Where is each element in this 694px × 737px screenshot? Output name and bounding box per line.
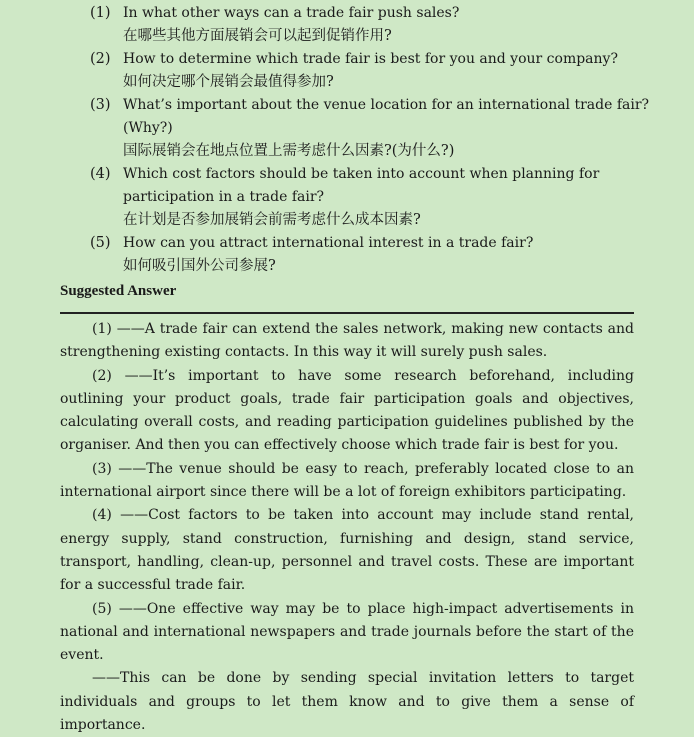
question-number: (4) [90,166,111,182]
question-item [90,232,650,278]
answer-paragraph: (2) ——It’s important to have some research beforehand, including outlining your product goals, trade fair participation goals and objectives, calculating overall costs, and reading participation guidelines published by the organiser. And then you can effectively choose which trade fair is best for you. [60,367,634,454]
question-item [90,163,650,232]
question-english: Which cost factors should be taken into account when planning for participation in a trade fair? [123,166,600,205]
answer-list [60,318,634,737]
question-english: What’s important about the venue location for an international trade fair? (Why?) [123,97,650,136]
question-chinese: 如何吸引国外公司参展? [123,258,276,274]
answer-paragraph: (3) ——The venue should be easy to reach, preferably located close to an international airport since there will be a lot of foreign exhibitors participating. [60,460,634,501]
question-chinese: 在哪些其他方面展销会可以起到促销作用? [123,28,392,44]
suggested-answer-heading: Suggested Answer [60,283,177,299]
question-chinese: 如何决定哪个展销会最值得参加? [123,74,334,90]
answer-paragraph: (5) ——One effective way may be to place high-impact advertisements in national and international newspapers and trade journals before the start of the event. [60,600,634,664]
question-chinese: 在计划是否参加展销会前需考虑什么成本因素? [123,212,421,228]
question-chinese: 国际展销会在地点位置上需考虑什么因素?(为什么?) [123,143,455,159]
answer-paragraph: (4) ——Cost factors to be taken into account may include stand rental, energy supply, stand construction, furnishing and design, stand service, transport, handling, clean-up, personnel and travel costs. These are important for a successful trade fair. [60,507,634,594]
question-english: In what other ways can a trade fair push sales? [123,5,460,21]
divider [60,312,634,314]
answer-paragraph: (1) ——A trade fair can extend the sales network, making new contacts and strengthening existing contacts. In this way it will surely push sales. [60,321,634,361]
question-number: (3) [90,97,111,113]
question-number: (2) [90,51,111,67]
question-item [90,94,650,163]
question-number: (5) [90,235,111,251]
question-english: How can you attract international interest in a trade fair? [123,235,534,251]
question-item [90,2,650,48]
question-list [90,2,650,278]
answer-paragraph: ——This can be done by sending special invitation letters to target individuals and groups to let them know and to give them a sense of importance. [60,670,634,734]
question-english: How to determine which trade fair is best for you and your company? [123,51,618,67]
question-number: (1) [90,5,111,21]
question-item [90,48,650,94]
